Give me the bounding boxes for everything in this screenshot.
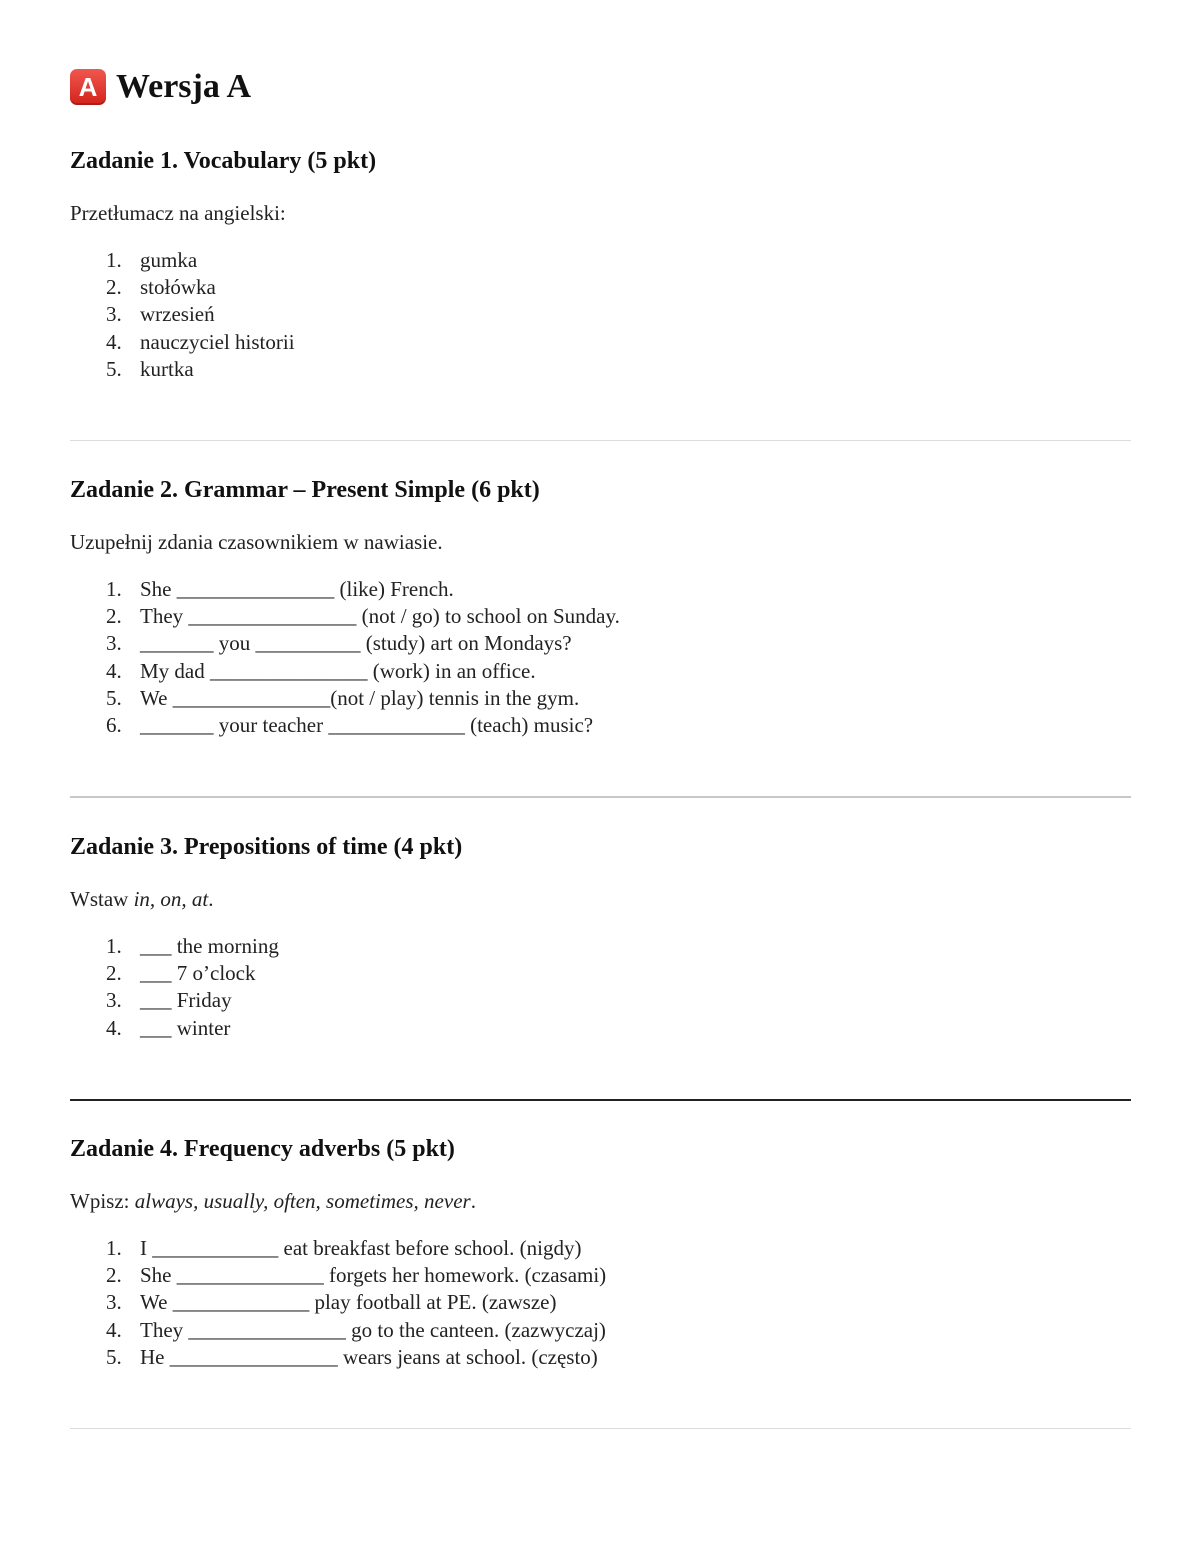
instruction-suffix: . [208, 887, 214, 911]
item-number: 3. [106, 1290, 122, 1315]
item-number: 3. [106, 988, 122, 1013]
item-text: My dad _______________ (work) in an office. [140, 658, 536, 683]
item-text: nauczyciel historii [140, 329, 295, 354]
exercise-item [70, 1317, 1131, 1344]
exercise-item [70, 712, 1131, 739]
instruction-keywords: always, usually, often, sometimes, never [134, 1189, 471, 1213]
section-instruction [70, 1187, 1131, 1215]
exercise-item [70, 933, 1131, 960]
exercise-item [70, 1344, 1131, 1371]
item-number: 4. [106, 1317, 122, 1342]
section-divider [70, 1099, 1131, 1101]
item-text: They _______________ go to the canteen. (zazwyczaj) [140, 1317, 606, 1342]
item-number: 4. [106, 1015, 122, 1040]
section-prepositions [70, 831, 1131, 1042]
exercise-item [70, 603, 1131, 630]
item-number: 1. [106, 934, 122, 958]
exercise-item [70, 685, 1131, 712]
item-text: stołówka [140, 275, 216, 300]
item-text: ___ 7 o’clock [140, 961, 256, 986]
section-divider [70, 440, 1131, 441]
section-heading: Zadanie 4. Frequency adverbs (5 pkt) [70, 1136, 455, 1162]
instruction-suffix: . [470, 1189, 476, 1213]
exercise-item [70, 1015, 1131, 1042]
section-instruction: Przetłumacz na angielski: [70, 201, 286, 225]
exercise-item [70, 247, 1131, 274]
item-number: 1. [106, 248, 122, 272]
section-heading: Zadanie 3. Prepositions of time (4 pkt) [70, 834, 463, 860]
letter-a-icon: A [70, 69, 106, 105]
item-text: _______ your teacher _____________ (teach) music? [140, 713, 594, 738]
instruction-keywords: in, on, at [133, 887, 209, 911]
section-vocabulary [70, 145, 1131, 383]
item-number: 2. [106, 1263, 122, 1288]
item-text: ___ the morning [140, 934, 279, 958]
section-grammar [70, 474, 1131, 739]
item-text: She _______________ (like) French. [140, 577, 454, 601]
exercise-list [70, 933, 1131, 1042]
item-number: 2. [106, 961, 122, 986]
section-frequency-adverbs [70, 1133, 1131, 1371]
item-number: 5. [106, 356, 122, 381]
item-text: They ________________ (not / go) to school on Sunday. [140, 604, 620, 629]
section-divider [70, 796, 1131, 798]
item-number: 5. [106, 685, 122, 710]
item-number: 4. [106, 329, 122, 354]
item-text: He ________________ wears jeans at school. (często) [140, 1344, 598, 1369]
exercise-item [70, 1235, 1131, 1262]
item-number: 2. [106, 604, 122, 629]
exercise-item [70, 356, 1131, 383]
item-text: ___ Friday [140, 988, 232, 1013]
section-heading: Zadanie 2. Grammar – Present Simple (6 pkt) [70, 477, 540, 503]
item-number: 2. [106, 275, 122, 300]
exercise-item [70, 658, 1131, 685]
item-text: wrzesień [140, 302, 215, 327]
exercise-item [70, 274, 1131, 301]
exercise-item [70, 576, 1131, 603]
section-heading: Zadanie 1. Vocabulary (5 pkt) [70, 148, 377, 174]
exercise-item [70, 630, 1131, 657]
item-number: 1. [106, 577, 122, 601]
item-number: 6. [106, 713, 122, 738]
instruction-prefix: Wstaw [70, 887, 134, 911]
item-number: 5. [106, 1344, 122, 1369]
exercise-item [70, 329, 1131, 356]
item-text: I ____________ eat breakfast before school. (nigdy) [140, 1236, 582, 1260]
exercise-item [70, 301, 1131, 328]
section-instruction: Uzupełnij zdania czasownikiem w nawiasie. [70, 530, 443, 554]
instruction-prefix: Wpisz: [70, 1189, 135, 1213]
item-text: We _______________(not / play) tennis in the gym. [140, 685, 580, 710]
exercise-item [70, 1262, 1131, 1289]
item-text: We _____________ play football at PE. (zawsze) [140, 1290, 557, 1315]
item-number: 3. [106, 302, 122, 327]
item-text: _______ you __________ (study) art on Mondays? [140, 631, 572, 656]
exercise-list [70, 576, 1131, 739]
item-text: ___ winter [140, 1015, 231, 1040]
exercise-list [70, 247, 1131, 383]
item-number: 1. [106, 1236, 122, 1260]
exercise-item [70, 987, 1131, 1014]
item-number: 3. [106, 631, 122, 656]
exercise-item [70, 1289, 1131, 1316]
item-text: gumka [140, 248, 198, 272]
section-instruction [70, 885, 1131, 913]
item-text: kurtka [140, 356, 194, 381]
exercise-item [70, 960, 1131, 987]
title-text: Wersja A [116, 68, 252, 105]
item-text: She ______________ forgets her homework. (czasami) [140, 1263, 607, 1288]
page-title [70, 68, 251, 106]
item-number: 4. [106, 658, 122, 683]
exercise-list [70, 1235, 1131, 1371]
section-divider [70, 1428, 1131, 1429]
